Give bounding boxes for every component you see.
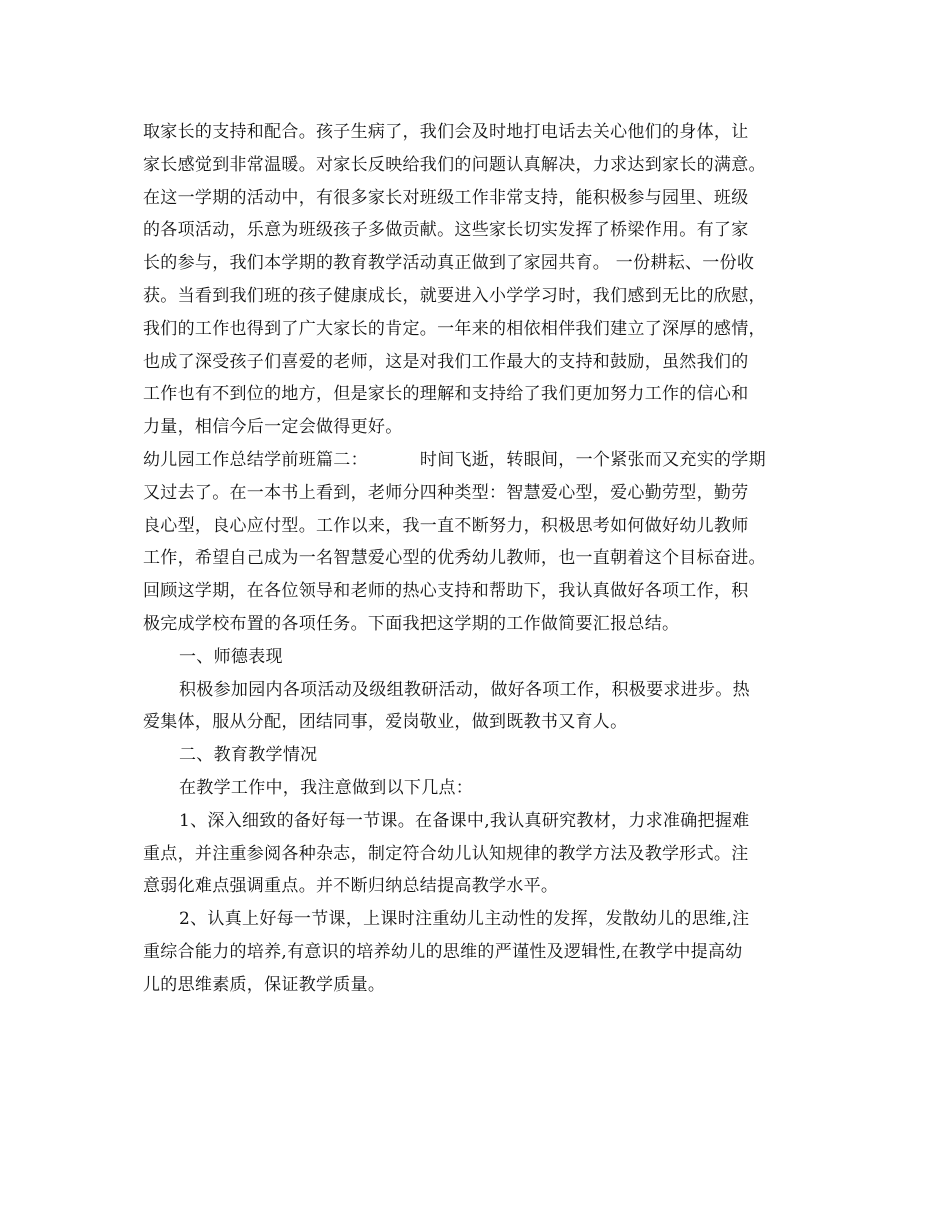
text-line: 极完成学校布置的各项任务。下面我把这学期的工作做简要汇报总结。 bbox=[143, 613, 680, 634]
text-line: 重综合能力的培养,有意识的培养幼儿的思维的严谨性及逻辑性,在教学中提高幼 bbox=[143, 941, 743, 962]
document-page bbox=[143, 116, 803, 1002]
text-line: 回顾这学期，在各位领导和老师的热心支持和帮助下，我认真做好各项工作，积 bbox=[143, 581, 749, 602]
text-line: 长的参与，我们本学期的教育教学活动真正做到了家园共育。 一份耕耘、一份收 bbox=[143, 253, 755, 274]
text-line: 工作，希望自己成为一名智慧爱心型的优秀幼儿教师，也一直朝着这个目标奋进。 bbox=[143, 548, 766, 569]
text-line: 也成了深受孩子们喜爱的老师，这是对我们工作最大的支持和鼓励，虽然我们的 bbox=[143, 351, 749, 372]
text-line: 的各项活动，乐意为班级孩子多做贡献。这些家长切实发挥了桥梁作用。有了家 bbox=[143, 220, 749, 241]
text-line: 我们的工作也得到了广大家长的肯定。一年来的相依相伴我们建立了深厚的感情， bbox=[143, 318, 766, 339]
text-line: 取家长的支持和配合。孩子生病了，我们会及时地打电话去关心他们的身体，让 bbox=[143, 122, 749, 142]
text-line: 1、深入细致的备好每一节课。在备课中,我认真研究教材，力求准确把握难 bbox=[179, 810, 750, 831]
text-line: 在教学工作中，我注意做到以下几点： bbox=[179, 777, 474, 798]
text-line: 又过去了。在一本书上看到，老师分四种类型：智慧爱心型，爱心勤劳型，勤劳 bbox=[143, 482, 749, 503]
section-title: 幼儿园工作总结学前班篇二： bbox=[143, 449, 368, 470]
text-line: 儿的思维素质，保证教学质量。 bbox=[143, 974, 386, 995]
text-line: 良心型，良心应付型。工作以来，我一直不断努力，积极思考如何做好幼儿教师 bbox=[143, 515, 749, 536]
section-title-line bbox=[143, 444, 803, 477]
text-line: 工作也有不到位的地方，但是家长的理解和支持给了我们更加努力工作的信心和 bbox=[143, 384, 749, 405]
heading-teaching: 二、教育教学情况 bbox=[179, 745, 318, 766]
text-line: 获。当看到我们班的孩子健康成长，就要进入小学学习时，我们感到无比的欣慰， bbox=[143, 285, 766, 306]
text-line: 意弱化难点强调重点。并不断归纳总结提高教学水平。 bbox=[143, 876, 559, 897]
text-line: 积极参加园内各项活动及级组教研活动，做好各项工作，积极要求进步。热 bbox=[179, 679, 750, 700]
text-line: 家长感觉到非常温暖。对家长反映给我们的问题认真解决，力求达到家长的满意。 bbox=[143, 154, 766, 175]
heading-ethics: 一、师德表现 bbox=[179, 646, 283, 667]
text-line: 爱集体，服从分配，团结同事，爱岗敬业，做到既教书又育人。 bbox=[143, 712, 628, 733]
text-line: 在这一学期的活动中，有很多家长对班级工作非常支持，能积极参与园里、班级 bbox=[143, 187, 749, 208]
text-line: 2、认真上好每一节课，上课时注重幼儿主动性的发挥，发散幼儿的思维,注 bbox=[179, 909, 750, 930]
text-line: 重点，并注重参阅各种杂志，制定符合幼儿认知规律的教学方法及教学形式。注 bbox=[143, 843, 749, 864]
text-line: 力量，相信今后一定会做得更好。 bbox=[143, 417, 403, 438]
section-first-line: 时间飞逝，转眼间，一个紧张而又充实的学期 bbox=[419, 449, 766, 470]
